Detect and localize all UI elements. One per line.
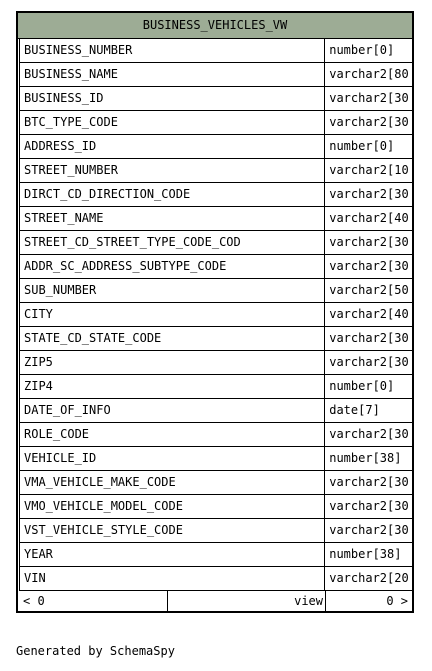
column-name: YEAR [19,543,325,567]
table-row [19,567,412,591]
column-type: varchar2[30 [329,235,409,249]
column-name: DATE_OF_INFO [19,399,325,423]
column-type: number[0] [329,43,395,57]
column-name: BUSINESS_NUMBER [19,39,325,63]
table-footer [18,591,412,613]
column-type: varchar2[30 [329,115,409,129]
generator-credit: Generated by SchemaSpy [16,644,175,658]
table-row [19,543,412,567]
column-type: varchar2[30 [329,91,409,105]
table-row [19,39,412,63]
column-name: ADDRESS_ID [19,135,325,159]
column-name: VEHICLE_ID [19,447,325,471]
table-row [19,303,412,327]
column-name: STATE_CD_STATE_CODE [19,327,325,351]
column-name: VIN [19,567,325,591]
table-row [19,111,412,135]
column-name: VMA_VEHICLE_MAKE_CODE [19,471,325,495]
column-name: ROLE_CODE [19,423,325,447]
column-type: number[38] [329,451,402,465]
column-name: ZIP4 [19,375,325,399]
column-type: varchar2[30 [329,475,409,489]
table-node[interactable] [16,11,414,613]
table-row [19,135,412,159]
column-type: varchar2[30 [329,331,409,345]
column-name: CITY [19,303,325,327]
column-type: varchar2[50 [329,283,409,297]
table-row [19,495,412,519]
table-row [19,351,412,375]
table-row [19,375,412,399]
parent-count: < 0 [18,591,168,613]
column-type: varchar2[30 [329,355,409,369]
column-type: varchar2[40 [329,211,409,225]
column-type: varchar2[10 [329,163,409,177]
table-row [19,447,412,471]
column-type: varchar2[30 [329,259,409,273]
column-type: varchar2[30 [329,427,409,441]
table-row [19,207,412,231]
table-title: BUSINESS_VEHICLES_VW [18,13,412,39]
table-row [19,231,412,255]
column-type: date[7] [329,403,380,417]
table-row [19,255,412,279]
table-kind: view [168,591,326,613]
table-row [19,399,412,423]
column-type: varchar2[40 [329,307,409,321]
column-type: varchar2[80 [329,67,409,81]
column-name: ADDR_SC_ADDRESS_SUBTYPE_CODE [19,255,325,279]
column-name: STREET_NAME [19,207,325,231]
table-row [19,423,412,447]
column-type: number[38] [329,547,402,561]
table-row [19,471,412,495]
table-row [19,87,412,111]
column-name: BTC_TYPE_CODE [19,111,325,135]
column-name: VST_VEHICLE_STYLE_CODE [19,519,325,543]
column-name: STREET_NUMBER [19,159,325,183]
column-type: number[0] [329,139,395,153]
table-row [19,279,412,303]
column-name: DIRCT_CD_DIRECTION_CODE [19,183,325,207]
table-row [19,159,412,183]
column-name: BUSINESS_ID [19,87,325,111]
column-name: VMO_VEHICLE_MODEL_CODE [19,495,325,519]
child-count: 0 > [386,594,408,608]
column-name: SUB_NUMBER [19,279,325,303]
column-name: ZIP5 [19,351,325,375]
column-type: varchar2[30 [329,187,409,201]
column-list [19,39,412,591]
column-type: number[0] [329,379,395,393]
column-name: STREET_CD_STREET_TYPE_CODE_COD [19,231,325,255]
table-row [19,183,412,207]
column-type: varchar2[30 [329,499,409,513]
table-row [19,519,412,543]
column-type: varchar2[30 [329,523,409,537]
column-name: BUSINESS_NAME [19,63,325,87]
table-row [19,327,412,351]
column-type: varchar2[20 [329,571,409,585]
table-row [19,63,412,87]
